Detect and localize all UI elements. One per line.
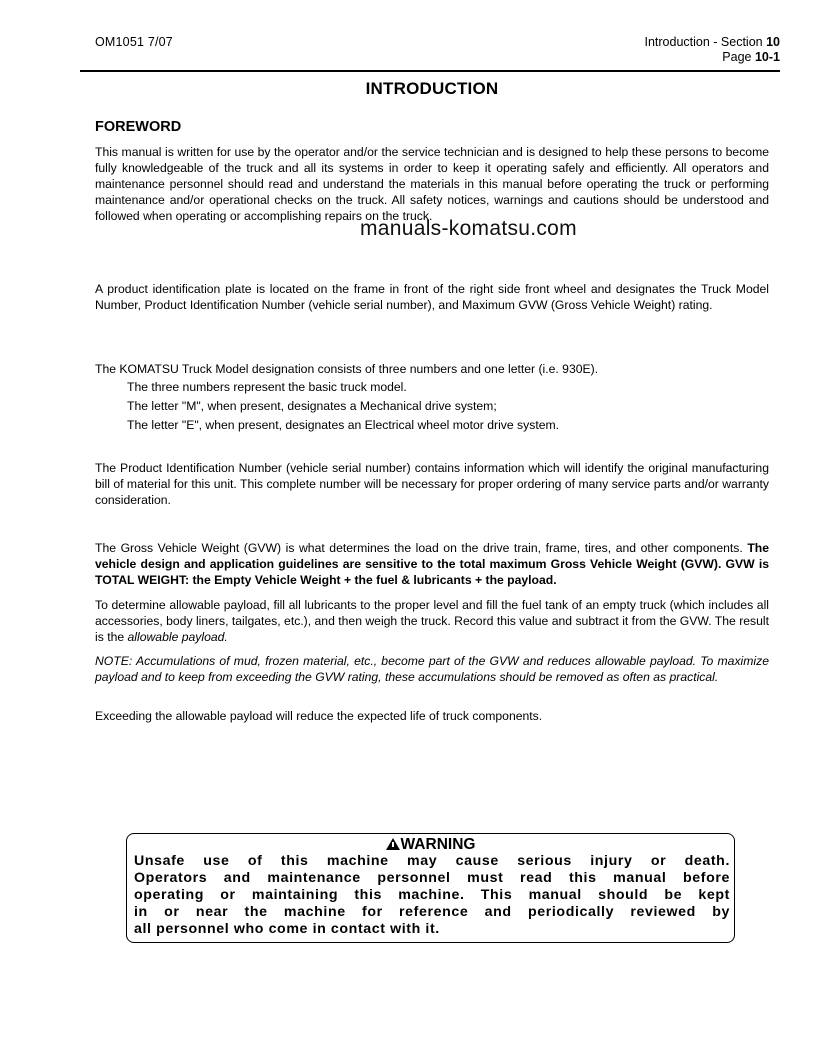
model-designation-item: The letter "M", when present, designates a Mechanical drive system;: [127, 399, 497, 413]
warning-line: in or near the machine for reference and periodically reviewed by: [134, 904, 730, 920]
model-designation-item: The three numbers represent the basic truck model.: [127, 380, 407, 394]
section-info: [644, 35, 780, 65]
section-number: 10: [766, 35, 780, 49]
model-designation-intro: The KOMATSU Truck Model designation consists of three numbers and one letter (i.e. 930E).: [95, 362, 599, 376]
warning-box: [126, 833, 735, 943]
warning-line: operating or maintaining this machine. This manual should be kept: [134, 887, 730, 903]
warning-title-text: WARNING: [400, 836, 476, 853]
gvw-paragraph: [95, 540, 769, 588]
page-number: 10-1: [754, 50, 780, 64]
warning-title: [127, 836, 734, 853]
header-divider: [80, 70, 780, 72]
section-prefix: Introduction - Section: [644, 35, 767, 49]
exceeding-paragraph: Exceeding the allowable payload will reduce the expected life of truck components.: [95, 709, 543, 723]
section-label: [644, 35, 780, 50]
foreword-paragraph: This manual is written for use by the operator and/or the service technician and is designed to help these persons to become fully knowledgeable of the truck and all its systems in order to keep it operating safely and efficiently. All operators and maintenance personnel should read and understand the materials in this manual before operating the truck or performing maintenance and/or operational checks on the truck. All safety notices, warnings and cautions should be understood and followed when operating or accomplishing repairs on the truck.: [95, 145, 769, 223]
gvw-emphasis: The vehicle design and application guidelines are sensitive to the total maximum Gross Vehicle Weight (GVW). GVW is TOTAL WEIGHT: the Empty Vehicle Weight + the fuel & lubricants + the payload.: [95, 541, 769, 587]
foreword-heading: FOREWORD: [95, 119, 182, 135]
warning-line: Operators and maintenance personnel must read this manual before: [134, 870, 730, 886]
gvw-note: NOTE: Accumulations of mud, frozen material, etc., become part of the GVW and reduces allowable payload. To maximize payload and to keep from exceeding the GVW rating, these accumulations should be removed as often as practical.: [95, 654, 769, 684]
identification-plate-paragraph: A product identification plate is located on the frame in front of the right side front wheel and designates the Truck Model Number, Product Identification Number (vehicle serial number), and Maximum GVW (Gross Vehicle Weight) rating.: [95, 282, 769, 312]
payload-emphasis: allowable payload.: [127, 630, 228, 644]
watermark: manuals-komatsu.com: [360, 217, 577, 240]
page-title: INTRODUCTION: [365, 79, 499, 98]
page-prefix: Page: [722, 50, 755, 64]
model-designation-item: The letter "E", when present, designates an Electrical wheel motor drive system.: [127, 418, 560, 432]
warning-line: Unsafe use of this machine may cause serious injury or death.: [134, 853, 730, 869]
payload-paragraph: [95, 597, 769, 645]
page-header: [95, 35, 780, 71]
warning-triangle-icon: [386, 838, 400, 850]
page-label: [644, 50, 780, 65]
pin-paragraph: The Product Identification Number (vehicle serial number) contains information which will identify the original manufacturing bill of material for this unit. This complete number will be necessary for proper ordering of many service parts and/or warranty consideration.: [95, 461, 769, 507]
gvw-text: The Gross Vehicle Weight (GVW) is what determines the load on the drive train, frame, tires, and other components.: [95, 541, 748, 555]
document-code: OM1051 7/07: [95, 35, 173, 49]
warning-line: all personnel who come in contact with it.: [134, 921, 440, 937]
payload-text: To determine allowable payload, fill all lubricants to the proper level and fill the fuel tank of an empty truck (which includes all accessories, body liners, tailgates, etc.), and then weigh the truck. Record this value and subtract it from the GVW. The result is the: [95, 598, 769, 644]
